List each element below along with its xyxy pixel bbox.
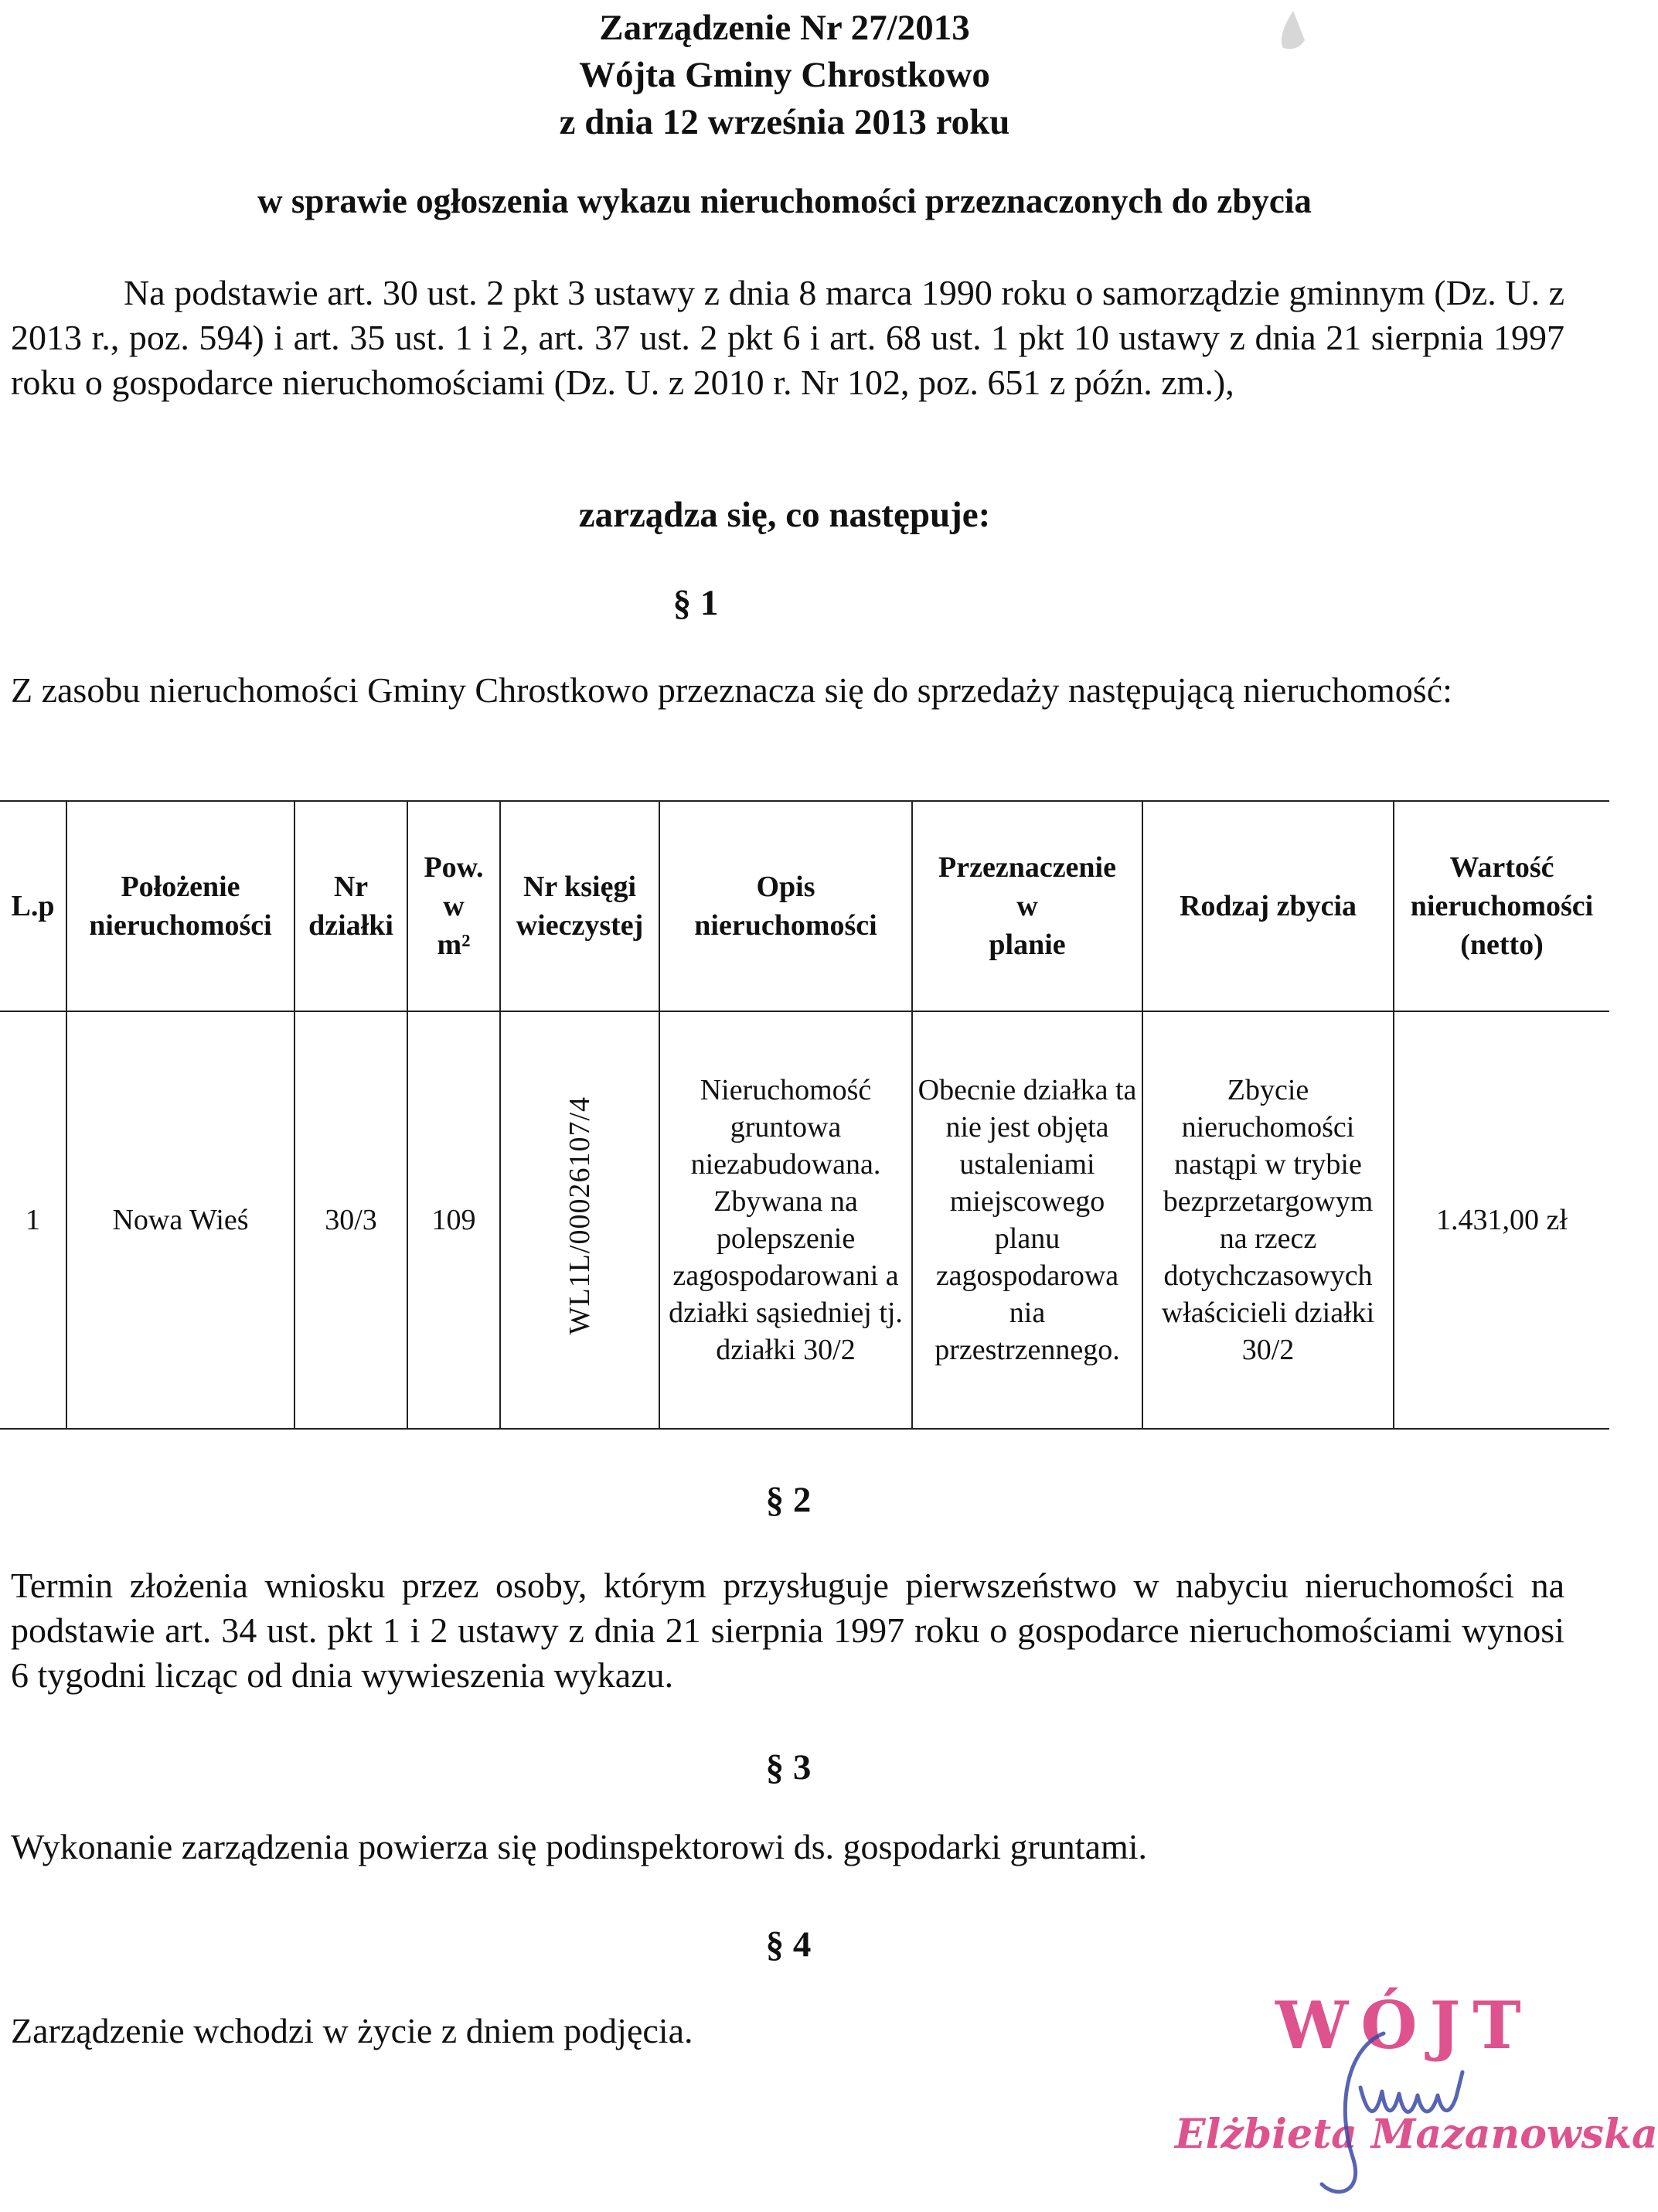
header-plot-number: Nr działki [294,801,407,1011]
stamp-title: WÓJT [1275,1987,1534,2064]
header-description: Opis nieruchomości [659,801,912,1011]
section-4-text: Zarządzenie wchodzi w życie z dniem podjęcia. [11,2011,693,2050]
cell-location: Nowa Wieś [66,1011,294,1429]
section-1-heading: § 1 [672,583,719,623]
header-area-line2: w [443,890,465,922]
document-subject: w sprawie ogłoszenia wykazu nieruchomości przeznaczonych do zbycia [257,182,1312,220]
header-issuer: Wójta Gminy Chrostkowo [579,55,990,95]
header-value: Wartość nieruchomości (netto) [1394,801,1609,1011]
cell-description: Nieruchomość gruntowa niezabudowana. Zbywana na polepszenie zagospodarowani a działki sąsiedniej tj. działki 30/2 [659,1011,912,1429]
header-ordinance-number: Zarządzenie Nr 27/2013 [599,8,970,48]
section-2-heading: § 2 [765,1480,812,1520]
table-header-row [0,801,1609,1011]
header-area-line1: Pow. [424,851,484,884]
cell-area: 109 [407,1011,500,1429]
header-disposal-type: Rodzaj zbycia [1142,801,1394,1011]
header-date: z dnia 12 września 2013 roku [559,102,1010,142]
cell-disposal-type: Zbycie nieruchomości nastąpi w trybie bezprzetargowym na rzecz dotychczasowych właścicieli działki 30/2 [1142,1011,1394,1429]
section-3-heading: § 3 [765,1747,812,1788]
header-plan-purpose-line3: planie [989,929,1066,961]
header-plan-purpose-line2: w [1016,890,1038,922]
section-1-text: Z zasobu nieruchomości Gminy Chrostkowo przeznacza się do sprzedaży następującą nieruchomość: [11,670,1452,710]
cell-lp: 1 [0,1011,66,1429]
stamp-name: Elżbieta Mazanowska [1175,2111,1658,2158]
header-plan-purpose [912,801,1142,1011]
cell-plan-purpose: Obecnie działka ta nie jest objęta ustaleniami miejscowego planu zagospodarowa nia przestrzennego. [912,1011,1142,1429]
header-land-register: Nr księgi wieczystej [500,801,659,1011]
cell-value: 1.431,00 zł [1394,1011,1609,1429]
official-stamp [1175,1987,1658,2211]
section-4-heading: § 4 [765,1924,812,1965]
header-location: Położenie nieruchomości [66,801,294,1011]
section-2-text: Termin złożenia wniosku przez osoby, którym przysługuje pierwszeństwo w nabyciu nieruchomości na podstawie art. 34 ust. pkt 1 i 2 ustawy z dnia 21 sierpnia 1997 roku o gospodarce nieruchomościami wynosi 6 tygodni licząc od dnia wywieszenia wykazu. [11,1566,1564,1695]
legal-basis-paragraph: Na podstawie art. 30 ust. 2 pkt 3 ustawy z dnia 8 marca 1990 roku o samorządzie gminnym (Dz. U. z 2013 r., poz. 594) i art. 35 ust. 1 i 2, art. 37 ust. 2 pkt 6 i art. 68 ust. 1 pkt 10 ustawy z dnia 21 sierpnia 1997 roku o gospodarce nieruchomościami (Dz. U. z 2010 r. Nr 102, poz. 651 z późn. zm.), [11,273,1564,402]
table-row [0,1011,1609,1429]
document-header [0,0,1569,146]
handwritten-signature [1291,2018,1492,2203]
header-area [407,801,500,1011]
decree-statement: zarządza się, co następuje: [578,495,991,535]
land-register-number: WL1L/00026107/4 [563,1096,596,1335]
section-3-text: Wykonanie zarządzenia powierza się podinspektorowi ds. gospodarki gruntami. [11,1827,1148,1866]
header-area-line3: m² [437,929,471,961]
header-lp: L.p [0,801,66,1011]
property-list-table [0,800,1609,1430]
cell-plot-number: 30/3 [294,1011,407,1429]
cell-land-register [500,1011,659,1429]
header-plan-purpose-line1: Przeznaczenie [938,851,1116,884]
